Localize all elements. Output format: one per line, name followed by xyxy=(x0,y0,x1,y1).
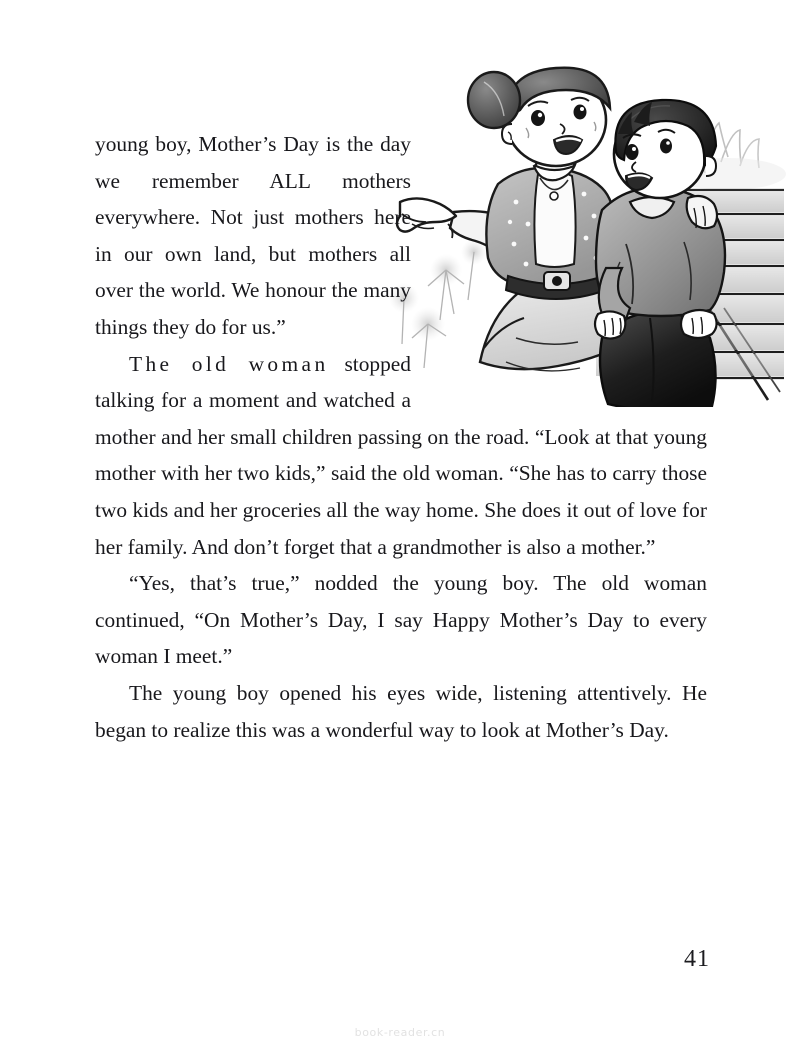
page-number: 41 xyxy=(684,946,710,972)
page-body-text xyxy=(95,126,707,748)
illustration-text-wrap-spacer xyxy=(411,126,707,408)
paragraph-2-lead: The old woman xyxy=(129,351,329,376)
paragraph-3: “Yes, that’s true,” nodded the young boy. The old woman continued, “On Mother’s Day, I say Happy Mother’s Day to every woman I meet.” xyxy=(95,571,707,669)
paragraph-1: young boy, Mother’s Day is the day we remember ALL mothers everywhere. Not just mothers here in our own land, but mothers all over the world. We honour the many things they do for us.” xyxy=(95,132,411,339)
source-watermark: book-reader.cn xyxy=(354,1026,446,1039)
paragraph-4: The young boy opened his eyes wide, listening attentively. He began to realize this was a wonderful way to look at Mother’s Day. xyxy=(95,680,707,742)
paragraph-2-rest: stopped talking for a moment and watched a mother and her small children passing on the road. “Look at that young mother with her two kids,” said the old woman. “She has to carry those two kids and her groceries all the way home. She does it out of love for her family. And don’t forget that a grandmother is also a mother.” xyxy=(95,351,707,559)
